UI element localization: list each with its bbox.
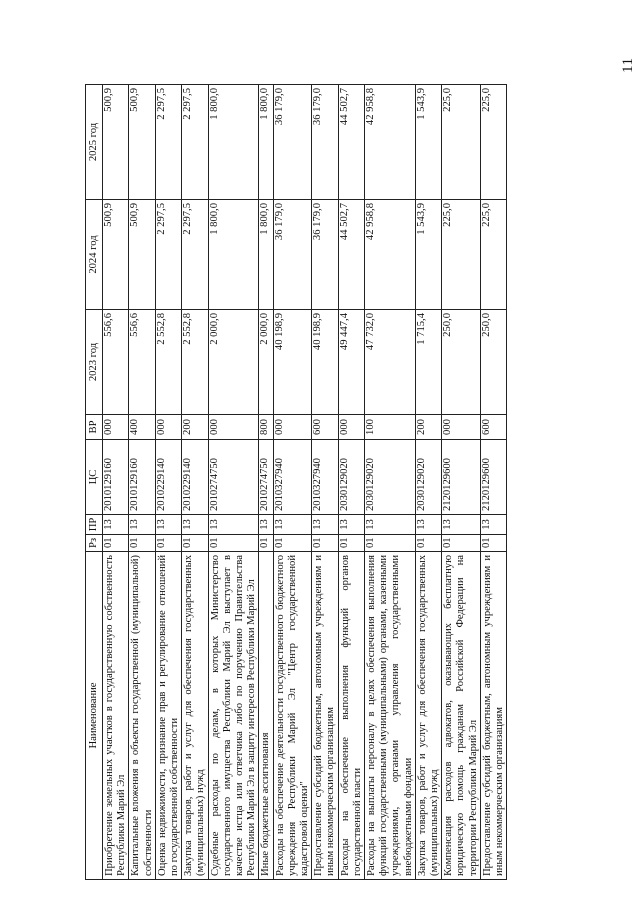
row-vr-cell: 000 (103, 415, 129, 440)
row-2023-cell: 556,6 (129, 310, 155, 415)
rotated-table-container (85, 85, 630, 880)
row-pr-cell: 13 (442, 515, 481, 535)
row-rz-cell: 01 (103, 535, 129, 552)
row-2024-cell: 225,0 (480, 200, 506, 310)
row-vr-cell: 200 (182, 415, 208, 440)
row-rz-cell: 01 (273, 535, 312, 552)
row-pr-cell: 13 (155, 515, 181, 535)
row-2024-cell: 36 179,0 (312, 200, 338, 310)
row-2023-cell: 2 000,0 (208, 310, 259, 415)
row-2023-cell: 1 715,4 (415, 310, 441, 415)
row-pr-cell: 13 (259, 515, 273, 535)
row-2024-cell: 500,9 (103, 200, 129, 310)
row-2024-cell: 1 800,0 (208, 200, 259, 310)
header-cs: ЦС (86, 440, 103, 515)
table-row (312, 85, 338, 880)
row-name-cell: Закупка товаров, работ и услуг для обеспечения государственных (муниципальных) нужд (415, 552, 441, 880)
row-pr-cell: 13 (273, 515, 312, 535)
row-vr-cell: 000 (273, 415, 312, 440)
row-2025-cell: 500,9 (103, 85, 129, 200)
row-2024-cell: 1 800,0 (259, 200, 273, 310)
row-2023-cell: 49 447,4 (338, 310, 364, 415)
row-2023-cell: 2 000,0 (259, 310, 273, 415)
row-2025-cell: 1 800,0 (259, 85, 273, 200)
row-name-cell: Предоставление субсидий бюджетным, автономным учреждениям и иным некоммерческим организациям (312, 552, 338, 880)
row-rz-cell: 01 (155, 535, 181, 552)
row-cs-cell: 2120129600 (442, 440, 481, 515)
row-vr-cell: 000 (208, 415, 259, 440)
table-row (129, 85, 155, 880)
header-pr: ПР (86, 515, 103, 535)
row-name-cell: Капитальные вложения в объекты государственной (муниципальной) собственности (129, 552, 155, 880)
row-name-cell: Расходы на выплаты персоналу в целях обеспечения выполнения функций государственными (муниципальными) органами, казенными учреждениями, органами управления государственными внебюджетными фондами (365, 552, 416, 880)
table-row (480, 85, 506, 880)
row-2023-cell: 47 732,0 (365, 310, 416, 415)
row-vr-cell: 000 (338, 415, 364, 440)
row-2023-cell: 250,0 (480, 310, 506, 415)
row-2024-cell: 44 502,7 (338, 200, 364, 310)
header-name: Наименование (86, 552, 103, 880)
row-name-cell: Закупка товаров, работ и услуг для обеспечения государственных (муниципальных) нужд (182, 552, 208, 880)
row-name-cell: Компенсация расходов адвокатов, оказывающих бесплатную юридическую помощь гражданам Российской Федерации на территории Республики Марий Эл (442, 552, 481, 880)
row-2025-cell: 1 543,9 (415, 85, 441, 200)
row-cs-cell: 2010327940 (312, 440, 338, 515)
row-vr-cell: 400 (129, 415, 155, 440)
row-pr-cell: 13 (129, 515, 155, 535)
row-pr-cell: 13 (182, 515, 208, 535)
row-cs-cell: 2010229140 (182, 440, 208, 515)
row-2023-cell: 250,0 (442, 310, 481, 415)
row-pr-cell: 13 (312, 515, 338, 535)
row-2025-cell: 36 179,0 (273, 85, 312, 200)
row-rz-cell: 01 (129, 535, 155, 552)
table-row (415, 85, 441, 880)
row-vr-cell: 100 (365, 415, 416, 440)
row-name-cell: Приобретение земельных участков в государственную собственность Республики Марий Эл (103, 552, 129, 880)
row-2025-cell: 42 958,8 (365, 85, 416, 200)
row-name-cell: Судебные расходы по делам, в которых Министерство государственного имущества Республики Марий Эл выступает в качестве истца или ответчика либо по поручению Правительства Республики Марий Эл в защиту интересов Республики Марий Эл (208, 552, 259, 880)
row-vr-cell: 200 (415, 415, 441, 440)
row-cs-cell: 2010229140 (155, 440, 181, 515)
row-pr-cell: 13 (480, 515, 506, 535)
header-2023: 2023 год (86, 310, 103, 415)
row-2025-cell: 1 800,0 (208, 85, 259, 200)
row-name-cell: Расходы на обеспечение деятельности государственного бюджетного учреждения Республики Марий Эл "Центр государственной кадастровой оценки" (273, 552, 312, 880)
row-name-cell: Оценка недвижимости, признание прав и регулирование отношений по государственной собственности (155, 552, 181, 880)
row-vr-cell: 000 (442, 415, 481, 440)
row-2025-cell: 225,0 (480, 85, 506, 200)
row-2023-cell: 40 198,9 (273, 310, 312, 415)
row-2025-cell: 225,0 (442, 85, 481, 200)
row-cs-cell: 2010274750 (208, 440, 259, 515)
row-pr-cell: 13 (365, 515, 416, 535)
row-cs-cell: 2030129020 (365, 440, 416, 515)
row-cs-cell: 2010274750 (259, 440, 273, 515)
row-rz-cell: 01 (338, 535, 364, 552)
table-row (103, 85, 129, 880)
row-pr-cell: 13 (338, 515, 364, 535)
table-body (103, 85, 507, 880)
row-rz-cell: 01 (442, 535, 481, 552)
row-2024-cell: 2 297,5 (155, 200, 181, 310)
row-name-cell: Предоставление субсидий бюджетным, автономным учреждениям и иным некоммерческим организациям (480, 552, 506, 880)
row-2025-cell: 44 502,7 (338, 85, 364, 200)
header-2024: 2024 год (86, 200, 103, 310)
row-cs-cell: 2010129160 (103, 440, 129, 515)
row-2025-cell: 36 179,0 (312, 85, 338, 200)
row-2024-cell: 225,0 (442, 200, 481, 310)
table-row (155, 85, 181, 880)
row-pr-cell: 13 (415, 515, 441, 535)
row-2025-cell: 500,9 (129, 85, 155, 200)
row-2023-cell: 2 552,8 (155, 310, 181, 415)
row-vr-cell: 800 (259, 415, 273, 440)
header-rz: Рз (86, 535, 103, 552)
table-row (338, 85, 364, 880)
table-row (442, 85, 481, 880)
table-row (208, 85, 259, 880)
row-pr-cell: 13 (103, 515, 129, 535)
row-rz-cell: 01 (480, 535, 506, 552)
row-cs-cell: 2010327940 (273, 440, 312, 515)
row-2023-cell: 2 552,8 (182, 310, 208, 415)
row-2024-cell: 36 179,0 (273, 200, 312, 310)
row-rz-cell: 01 (312, 535, 338, 552)
page-number: 11 (620, 57, 636, 73)
row-2025-cell: 2 297,5 (182, 85, 208, 200)
row-2024-cell: 42 958,8 (365, 200, 416, 310)
row-2024-cell: 1 543,9 (415, 200, 441, 310)
table-row (365, 85, 416, 880)
row-rz-cell: 01 (208, 535, 259, 552)
row-name-cell: Иные бюджетные ассигнования (259, 552, 273, 880)
budget-table (85, 84, 507, 880)
row-rz-cell: 01 (182, 535, 208, 552)
table-row (259, 85, 273, 880)
header-2025: 2025 год (86, 85, 103, 200)
row-name-cell: Расходы на обеспечение выполнения функций органов государственной власти (338, 552, 364, 880)
table-row (273, 85, 312, 880)
row-2025-cell: 2 297,5 (155, 85, 181, 200)
row-2023-cell: 40 198,9 (312, 310, 338, 415)
row-vr-cell: 600 (312, 415, 338, 440)
row-pr-cell: 13 (208, 515, 259, 535)
row-rz-cell: 01 (259, 535, 273, 552)
row-cs-cell: 2030129020 (338, 440, 364, 515)
row-rz-cell: 01 (365, 535, 416, 552)
row-cs-cell: 2120129600 (480, 440, 506, 515)
table-header-row (86, 85, 103, 880)
row-cs-cell: 2030129020 (415, 440, 441, 515)
table-row (182, 85, 208, 880)
row-2024-cell: 500,9 (129, 200, 155, 310)
row-rz-cell: 01 (415, 535, 441, 552)
header-vr: ВР (86, 415, 103, 440)
row-vr-cell: 000 (155, 415, 181, 440)
row-2024-cell: 2 297,5 (182, 200, 208, 310)
row-vr-cell: 600 (480, 415, 506, 440)
row-2023-cell: 556,6 (103, 310, 129, 415)
row-cs-cell: 2010129160 (129, 440, 155, 515)
